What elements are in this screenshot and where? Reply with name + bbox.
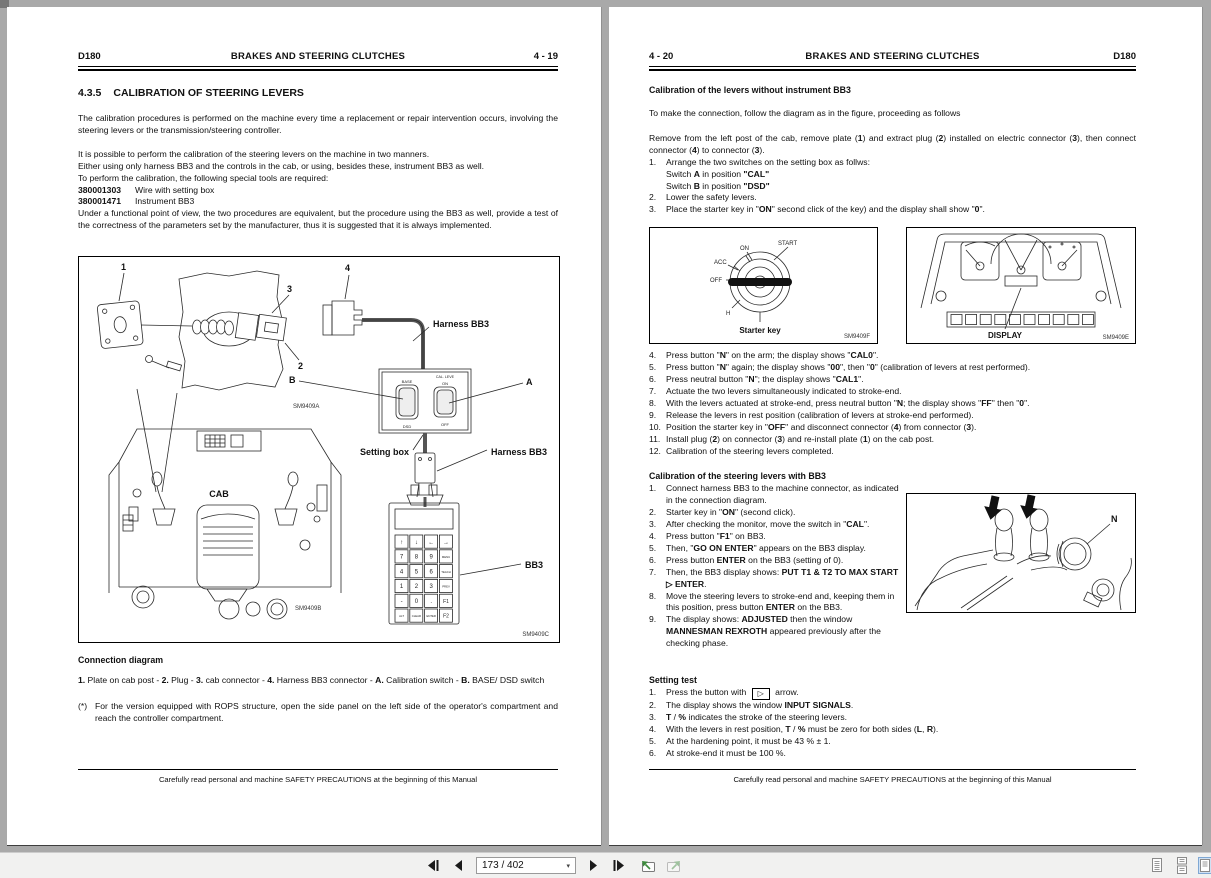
callout-4: 4 bbox=[345, 263, 351, 274]
footer-text: Carefully read personal and machine SAFETY PRECAUTIONS at the beginning of this Manual bbox=[733, 775, 1052, 784]
step-item: 9. Release the levers in rest position (calibration of levers at stroke-end performed). bbox=[649, 409, 974, 420]
levers-figure bbox=[906, 493, 1136, 613]
plate-drawing bbox=[97, 301, 143, 349]
single-page-icon bbox=[1149, 857, 1165, 874]
key-pos-on: ON bbox=[740, 246, 749, 253]
step-item: 12. Calibration of the steering levers completed. bbox=[649, 445, 834, 456]
previous-view-button[interactable] bbox=[637, 858, 656, 874]
step-item: 6. Press button ENTER on the BB3 (setting of 0). bbox=[649, 554, 844, 565]
subheading: Calibration of the levers without instrument BB3 bbox=[649, 85, 851, 95]
key-pos-start: START bbox=[778, 241, 798, 248]
page-layout-controls bbox=[1148, 857, 1211, 874]
with-bb3-section bbox=[649, 483, 1136, 661]
footer-rule bbox=[649, 769, 1136, 770]
callout-a: A bbox=[526, 377, 533, 388]
keypad-key: 8 bbox=[414, 554, 419, 561]
keypad-key: ↑ bbox=[400, 540, 404, 547]
first-page-button[interactable] bbox=[424, 857, 441, 874]
next-page-icon bbox=[588, 860, 599, 871]
continuous-view-button[interactable] bbox=[1173, 857, 1190, 874]
keypad-key: ENTER bbox=[426, 614, 436, 619]
text-line: Either using only harness BB3 and the controls in the cab, or using, besides these, instrument BB3 as well. bbox=[78, 160, 485, 171]
step-item: 6. At stroke-end it must be 100 %. bbox=[649, 748, 786, 759]
step-item: 2. The display shows the window INPUT SIGNALS. bbox=[649, 700, 854, 711]
caption-text: 1. Plate on cab post - 2. Plug - 3. cab connector - 4. Harness BB3 connector - A. Calibration switch - B. BASE/ DSD switch bbox=[78, 675, 545, 686]
step-item: 8. With the levers actuated at stroke-end, press neutral button "N; the display shows "FF" then "0". bbox=[649, 397, 1030, 408]
page-navigation bbox=[424, 853, 684, 878]
down-arrow-icon bbox=[1018, 494, 1041, 521]
facing-pages-icon bbox=[1199, 858, 1211, 873]
footer-text: Carefully read personal and machine SAFETY PRECAUTIONS at the beginning of this Manual bbox=[158, 775, 478, 784]
steps-d bbox=[649, 687, 1136, 760]
header-rule bbox=[649, 66, 1136, 71]
subheading: Setting test bbox=[649, 675, 697, 686]
connection-diagram-svg bbox=[79, 257, 559, 642]
step-item: 1. Arrange the two switches on the setting box as follws: bbox=[649, 156, 870, 167]
switch-b-bottom-label: DSD bbox=[402, 424, 412, 430]
callout-n: N bbox=[1111, 514, 1118, 525]
keypad-key: 9 bbox=[429, 554, 433, 561]
page-footer bbox=[649, 769, 1136, 784]
switch-a-on-label: ON bbox=[442, 381, 448, 387]
caption-title: Connection diagram bbox=[78, 655, 164, 666]
step-subline: Switch A in position "CAL" bbox=[666, 168, 770, 179]
section-title: 4.3.5 CALIBRATION OF STEERING LEVERS bbox=[78, 87, 304, 99]
step-item: 4. Press button "N" on the arm; the display shows "CAL0". bbox=[649, 350, 879, 361]
header-model: D180 bbox=[1113, 51, 1136, 62]
header-chapter: BRAKES AND STEERING CLUTCHES bbox=[805, 51, 980, 62]
cab-drawing bbox=[109, 429, 341, 619]
paragraph: Under a functional point of view, the two procedures are equivalent, but the procedure using the BB3 as well, provide a test of the correctness of the parameters set by the manufacturer, thus it is suggested that it is always implemented. bbox=[78, 208, 558, 231]
figure-row bbox=[649, 227, 1136, 344]
step-item: 10. Position the starter key in "OFF" and disconnect connector (4) from connector (3). bbox=[649, 421, 977, 432]
keypad-key: . bbox=[430, 599, 433, 606]
cab-label: CAB bbox=[209, 489, 229, 500]
previous-page-icon bbox=[453, 860, 464, 871]
next-page-button[interactable] bbox=[585, 857, 602, 874]
callout-1: 1 bbox=[121, 262, 127, 273]
keypad-key: PREV bbox=[442, 584, 450, 589]
chevron-down-icon[interactable]: ▾ bbox=[566, 862, 570, 870]
step-item: 7. Actuate the two levers simultaneously indicated to stroke-end. bbox=[649, 385, 902, 396]
figure-id: SM9409B bbox=[295, 606, 322, 613]
next-view-button[interactable] bbox=[665, 858, 684, 874]
step-subline: Switch B in position "DSD" bbox=[666, 180, 770, 191]
display-figure bbox=[906, 227, 1136, 344]
keypad-key: 0 bbox=[414, 599, 419, 606]
step-item: 3. Place the starter key in "ON" second click of the key) and the display shall show "0". bbox=[649, 204, 985, 215]
starter-key-figure bbox=[649, 227, 878, 344]
header-chapter: BRAKES AND STEERING CLUTCHES bbox=[230, 51, 406, 62]
keypad-key: F1 bbox=[443, 599, 449, 606]
connector4-drawing bbox=[323, 275, 429, 369]
page-header bbox=[78, 51, 558, 62]
steps-c bbox=[649, 483, 907, 650]
paragraph: Remove from the left post of the cab, remove plate (1) and extract plug (2) installed on electric connector (3), then connect connector (4) to connector (3). bbox=[649, 132, 1136, 155]
keypad-key: 6 bbox=[429, 569, 433, 576]
previous-page-button[interactable] bbox=[450, 857, 467, 874]
harness-bb3-label-bottom: Harness BB3 bbox=[491, 447, 548, 458]
keypad-key: MENU bbox=[441, 555, 451, 560]
arrow-key-box: ▷ bbox=[752, 688, 770, 700]
header-model: D180 bbox=[78, 51, 101, 62]
step-item: 5. Then, "GO ON ENTER" appears on the BB3 display. bbox=[649, 542, 866, 553]
step-item: 5. Press button "N" again; the display shows "00", then "0" (calibration of levers at rest performed). bbox=[649, 362, 1031, 373]
callout-2: 2 bbox=[298, 361, 304, 372]
keypad-key: - bbox=[400, 599, 403, 606]
step-item: 4. With the levers in rest position, T / % must be zero for both sides (L, R). bbox=[649, 724, 939, 735]
step-item: 3. T / % indicates the stroke of the steering levers. bbox=[649, 712, 848, 723]
step-item: 3. After checking the monitor, move the switch in "CAL". bbox=[649, 519, 870, 530]
footer-rule bbox=[78, 769, 558, 770]
subheading: Calibration of the steering levers with BB3 bbox=[649, 471, 826, 482]
tool-row: 380001303 Wire with setting box bbox=[78, 184, 215, 195]
paragraph: To make the connection, follow the diagram as in the figure, proceeding as follows bbox=[649, 108, 961, 118]
keypad-key: ↓ bbox=[414, 540, 418, 547]
viewer-toolbar bbox=[0, 852, 1211, 878]
first-page-icon bbox=[426, 860, 439, 871]
callout-3: 3 bbox=[287, 284, 293, 295]
keypad-key: 3 bbox=[429, 584, 433, 591]
page-right bbox=[609, 7, 1202, 845]
bb3-label: BB3 bbox=[525, 560, 544, 571]
step-item: 8. Move the steering levers to stroke-end and, keeping them in this position, press button ENTER on the BB3. bbox=[649, 590, 895, 613]
starter-key-caption: Starter key bbox=[739, 326, 781, 336]
display-svg bbox=[907, 228, 1135, 343]
facing-pages-view-button[interactable] bbox=[1198, 857, 1211, 874]
step-item: 6. Press neutral button "N"; the display shows "CAL1". bbox=[649, 374, 864, 385]
next-view-icon bbox=[666, 858, 684, 873]
step-item: 5. At the hardening point, it must be 43 % ± 1. bbox=[649, 736, 831, 747]
keypad-key: 7 bbox=[399, 554, 404, 561]
step-item: 2. Starter key in "ON" (second click). bbox=[649, 507, 796, 518]
header-page-number: 4 - 19 bbox=[533, 51, 558, 62]
page-number-input[interactable] bbox=[476, 857, 576, 874]
text-line: To perform the calibration, the following special tools are required: bbox=[78, 172, 329, 183]
header-rule bbox=[78, 66, 558, 71]
page-indicator: 173 / 402 bbox=[482, 860, 524, 871]
keypad-key: → bbox=[443, 540, 449, 547]
step-item: 2. Lower the safety levers. bbox=[649, 192, 757, 203]
levers-svg bbox=[907, 494, 1135, 612]
setting-box-label: Setting box bbox=[360, 447, 409, 458]
page-left bbox=[7, 7, 601, 845]
figure-id: SM9409A bbox=[293, 404, 320, 411]
tool-row: 380001471 Instrument BB3 bbox=[78, 196, 195, 207]
steps-a bbox=[649, 157, 1136, 217]
display-caption: DISPLAY bbox=[988, 331, 1022, 341]
steps-b bbox=[649, 350, 1136, 457]
key-pos-off: OFF bbox=[710, 278, 722, 285]
down-arrow-icon bbox=[982, 495, 1005, 522]
step-item: 1. Press the button with ▷ arrow. bbox=[649, 687, 799, 699]
connection-diagram-figure bbox=[78, 256, 560, 643]
paragraph-block bbox=[78, 149, 558, 232]
last-page-icon bbox=[613, 860, 626, 871]
key-pos-h: H bbox=[726, 311, 731, 318]
switch-b-top-label: BASE bbox=[401, 379, 413, 385]
figure-id: SM9409C bbox=[522, 632, 549, 639]
keypad-key: F2 bbox=[443, 613, 449, 620]
last-page-button[interactable] bbox=[611, 857, 628, 874]
keypad-key: ALT bbox=[399, 614, 405, 619]
page-footer bbox=[78, 769, 558, 784]
keypad-key: 2 bbox=[414, 584, 419, 591]
keypad-key: ← bbox=[428, 540, 435, 547]
step-item: 4. Press button "F1" on BB3. bbox=[649, 531, 766, 542]
page-header bbox=[649, 51, 1136, 62]
keypad-key: 5 bbox=[414, 569, 419, 576]
paragraph: The calibration procedures is performed on the machine every time a replacement or repair intervention occurs, involving the steering levers or the transmission/steering controller. bbox=[78, 113, 558, 135]
figure-id: SM9409F bbox=[843, 334, 870, 341]
keypad-key: CLEAR bbox=[411, 614, 422, 619]
previous-view-icon bbox=[638, 858, 656, 873]
bb3-keypad-drawing bbox=[389, 485, 521, 624]
header-page-number: 4 - 20 bbox=[649, 51, 674, 62]
step-item: 11. Install plug (2) on connector (3) and re-install plate (1) on the cab post. bbox=[649, 433, 935, 444]
callout-b: B bbox=[289, 375, 296, 386]
key-pos-acc: ACC bbox=[714, 260, 727, 267]
step-item: 9. The display shows: ADJUSTED then the window MANNESMAN REXROTH appeared previously after the checking phase. bbox=[649, 614, 881, 649]
continuous-view-icon bbox=[1174, 857, 1190, 874]
figure-id: SM9409E bbox=[1102, 335, 1129, 342]
harness-bb3-label-top: Harness BB3 bbox=[433, 319, 490, 330]
footnote: (*) For the version equipped with ROPS structure, open the side panel on the left side of the operator's compartment and reach the controller compartment. bbox=[78, 701, 558, 723]
switch-a-off-label: OFF bbox=[441, 422, 449, 428]
single-page-view-button[interactable] bbox=[1148, 857, 1165, 874]
starter-key-svg bbox=[650, 228, 877, 343]
step-item: 7. Then, the BB3 display shows: PUT T1 & T2 TO MAX START ▷ ENTER. bbox=[649, 566, 899, 589]
keypad-key: TEACH bbox=[441, 569, 451, 574]
switch-a-header-label: CAL. LEVE bbox=[435, 375, 455, 380]
keypad-key: 4 bbox=[399, 569, 404, 576]
keypad-key: 1 bbox=[399, 584, 404, 591]
step-item: 1. Connect harness BB3 to the machine connector, as indicated in the connection diagram. bbox=[649, 483, 899, 506]
text-line: It is possible to perform the calibration of the steering levers on the machine in two manners. bbox=[78, 148, 430, 159]
